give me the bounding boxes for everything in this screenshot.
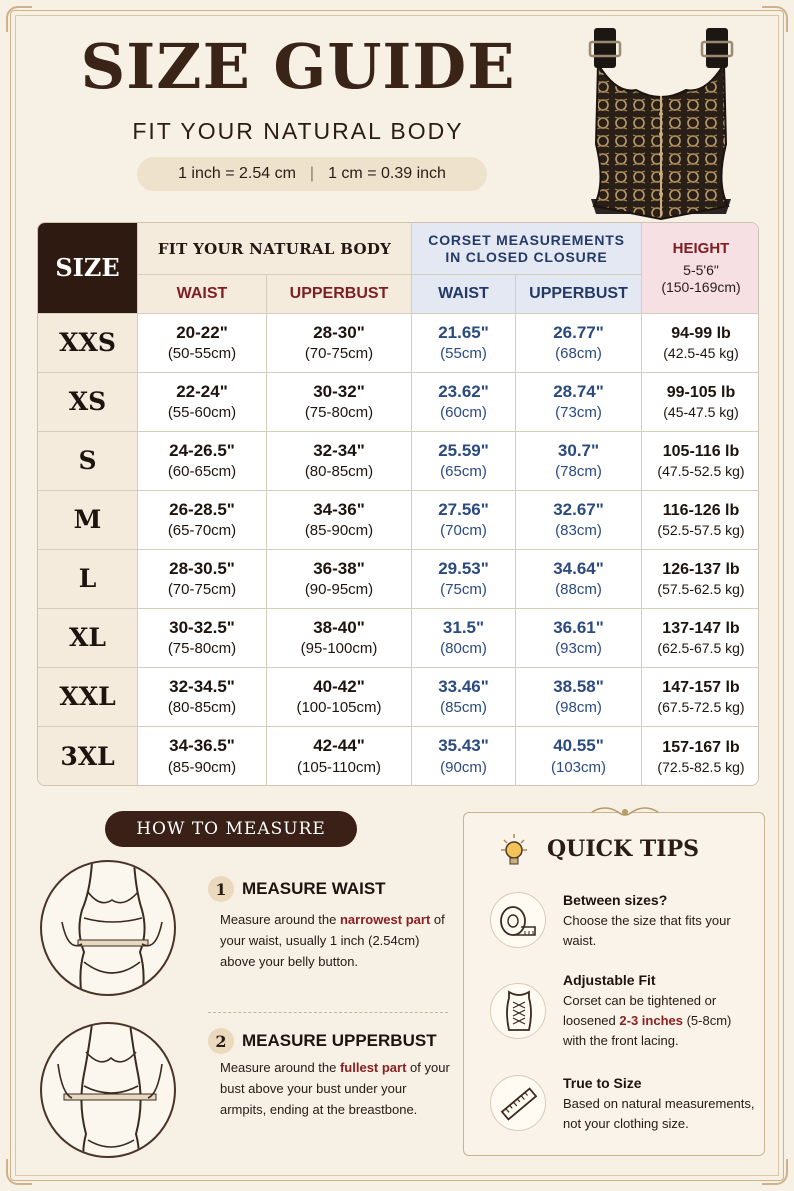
corset-waist-cell-metric: (75cm)	[440, 581, 487, 599]
fit-upperbust-cell-metric: (85-90cm)	[304, 522, 374, 540]
corset-upperbust-cell-value: 38.58"	[553, 676, 604, 696]
weight-cell-value: 94-99 lb	[671, 325, 731, 342]
fit-upperbust-cell-value: 32-34"	[313, 440, 365, 460]
upperbust-figure-icon	[42, 1024, 176, 1158]
fit-upperbust-cell-value: 30-32"	[313, 381, 365, 401]
corset-upperbust-cell-metric: (103cm)	[550, 758, 606, 776]
fit-upperbust-cell-metric: (95-100cm)	[300, 640, 378, 658]
step-1-text	[220, 910, 455, 972]
corset-upperbust-cell-value: 40.55"	[553, 736, 604, 756]
fit-upperbust-cell-metric: (100-105cm)	[296, 699, 382, 717]
page-title: SIZE GUIDE	[80, 30, 516, 103]
weight-cell-value: 105-116 lb	[662, 443, 740, 460]
fit-waist-cell-value: 22-24"	[176, 381, 228, 401]
lightbulb-icon	[497, 832, 531, 870]
fit-waist-cell-value: 30-32.5"	[169, 617, 235, 637]
tip-2-text	[563, 991, 758, 1051]
corset-icon	[491, 984, 547, 1040]
quick-tips-title: QUICK TIPS	[547, 836, 700, 862]
fit-upperbust-cell-value: 34-36"	[313, 499, 365, 519]
conversion-inch: 1 inch = 2.54 cm	[178, 165, 296, 182]
corset-waist-cell	[412, 609, 516, 668]
corset-measurements-header	[412, 223, 642, 275]
step-2-number: 2	[208, 1028, 234, 1054]
fit-waist-cell-metric: (50-55cm)	[167, 345, 237, 363]
size-column-header: SIZE	[38, 223, 138, 314]
weight-cell-metric: (47.5-52.5 kg)	[657, 463, 745, 480]
fit-waist-cell	[138, 373, 267, 432]
corset-waist-cell-value: 27.56"	[438, 499, 489, 519]
corset-upperbust-cell	[516, 491, 642, 550]
conversion-cm: 1 cm = 0.39 inch	[328, 165, 446, 182]
corset-waist-cell	[412, 491, 516, 550]
flourish-ornament-icon	[590, 802, 660, 822]
weight-cell-metric: (42.5-45 kg)	[663, 345, 739, 362]
corset-upperbust-cell-metric: (83cm)	[555, 522, 602, 540]
fit-waist-cell	[138, 550, 267, 609]
tip-1-title: Between sizes?	[563, 892, 668, 908]
size-label: 3XL	[38, 727, 138, 786]
corset-waist-cell-value: 35.43"	[438, 736, 489, 756]
corset-product-image	[576, 24, 746, 224]
size-label: XS	[38, 373, 138, 432]
weight-cell-value: 157-167 lb	[662, 738, 740, 756]
weight-cell-value: 137-147 lb	[662, 620, 740, 637]
weight-cell	[642, 314, 759, 373]
weight-cell	[642, 727, 759, 786]
corset-waist-header: WAIST	[412, 275, 516, 314]
size-label: S	[38, 432, 138, 491]
fit-upperbust-cell-metric: (70-75cm)	[304, 345, 374, 363]
corset-upperbust-cell-value: 30.7"	[557, 440, 600, 460]
corset-upperbust-cell-metric: (93cm)	[555, 640, 602, 658]
corset-waist-cell	[412, 373, 516, 432]
weight-cell-value: 116-126 lb	[662, 502, 740, 519]
fit-upperbust-cell	[267, 314, 412, 373]
step-2-text-a: Measure around the	[220, 1060, 340, 1075]
fit-waist-cell-metric: (85-90cm)	[167, 758, 237, 776]
tip-icon-wrap	[490, 1075, 546, 1131]
fit-waist-cell-value: 28-30.5"	[169, 558, 235, 578]
corset-upperbust-cell	[516, 727, 642, 786]
tip-3-text: Based on natural measurements, not your clothing size.	[563, 1096, 755, 1132]
fit-upperbust-cell-metric: (90-95cm)	[304, 581, 374, 599]
weight-cell	[642, 373, 759, 432]
tip-2-text-a: Corset can be tightened or loosened	[563, 993, 717, 1029]
corset-upperbust-cell-value: 26.77"	[553, 322, 604, 342]
corset-header-line2: IN CLOSED CLOSURE	[445, 248, 608, 265]
step-1-title: MEASURE WAIST	[242, 879, 386, 898]
corset-waist-cell-value: 25.59"	[438, 440, 489, 460]
corset-waist-cell-value: 31.5"	[442, 617, 485, 637]
tip-icon-wrap	[490, 983, 546, 1039]
fit-upperbust-cell	[267, 609, 412, 668]
height-label: HEIGHT	[672, 240, 730, 258]
weight-cell-metric: (62.5-67.5 kg)	[657, 640, 745, 657]
size-label: XXS	[38, 314, 138, 373]
fit-waist-cell	[138, 668, 267, 727]
how-to-measure-title: HOW TO MEASURE	[105, 811, 357, 847]
corset-upperbust-cell-metric: (88cm)	[555, 581, 602, 599]
page-subtitle: FIT YOUR NATURAL BODY	[132, 118, 464, 144]
weight-cell-metric: (45-47.5 kg)	[663, 404, 739, 421]
corset-waist-cell-metric: (80cm)	[440, 640, 487, 658]
fit-waist-cell-value: 32-34.5"	[169, 676, 235, 696]
fit-upperbust-cell	[267, 727, 412, 786]
fit-upperbust-header: UPPERBUST	[267, 275, 412, 314]
corset-header-line1: CORSET MEASUREMENTS	[428, 231, 625, 248]
fit-waist-cell-metric: (70-75cm)	[167, 581, 237, 599]
tip-2-text-c: (5-8cm) with the front lacing.	[563, 1013, 732, 1049]
corset-upperbust-cell-metric: (98cm)	[555, 699, 602, 717]
fit-waist-cell	[138, 727, 267, 786]
fit-waist-cell	[138, 491, 267, 550]
fit-waist-cell-value: 26-28.5"	[169, 499, 235, 519]
fit-waist-cell	[138, 609, 267, 668]
conversion-badge	[137, 157, 487, 191]
weight-cell-value: 99-105 lb	[666, 384, 736, 401]
corner-ornament	[762, 6, 788, 32]
corset-waist-cell-value: 23.62"	[438, 381, 489, 401]
tip-icon-wrap	[490, 892, 546, 948]
corset-upperbust-cell-metric: (68cm)	[555, 345, 602, 363]
corset-waist-cell	[412, 668, 516, 727]
weight-cell-value: 147-157 lb	[662, 679, 740, 696]
step-1-text-c: of your waist, usually 1 inch (2.54cm) above your belly button.	[220, 912, 445, 969]
corset-upperbust-cell-value: 34.64"	[553, 558, 604, 578]
step-2-title: MEASURE UPPERBUST	[242, 1031, 437, 1050]
tip-3-title: True to Size	[563, 1075, 642, 1091]
height-range: 5-5'6"	[683, 262, 719, 279]
corset-waist-cell-value: 21.65"	[438, 322, 489, 342]
fit-waist-header: WAIST	[138, 275, 267, 314]
fit-waist-cell-value: 24-26.5"	[169, 440, 235, 460]
size-label: XXL	[38, 668, 138, 727]
fit-natural-body-header: FIT YOUR NATURAL BODY	[138, 223, 412, 275]
ruler-icon	[491, 1076, 547, 1132]
tip-1-text: Choose the size that fits your waist.	[563, 913, 731, 949]
fit-upperbust-cell-value: 42-44"	[313, 736, 365, 756]
waist-measure-figure	[40, 860, 176, 996]
corset-waist-cell-metric: (60cm)	[440, 404, 487, 422]
tip-2-highlight: 2-3 inches	[619, 1013, 683, 1029]
corset-waist-cell	[412, 727, 516, 786]
corset-upperbust-header: UPPERBUST	[516, 275, 642, 314]
corset-upperbust-cell	[516, 550, 642, 609]
step-2-text-c: of your bust above your bust under your armpits, ending at the breastbone.	[220, 1060, 450, 1117]
weight-cell-metric: (72.5-82.5 kg)	[657, 758, 745, 775]
fit-upperbust-cell-value: 36-38"	[313, 558, 365, 578]
fit-waist-cell-metric: (55-60cm)	[167, 404, 237, 422]
weight-cell	[642, 432, 759, 491]
corner-ornament	[6, 6, 32, 32]
corset-waist-cell-value: 33.46"	[438, 676, 489, 696]
corset-upperbust-cell-value: 32.67"	[553, 499, 604, 519]
waist-figure-icon	[42, 862, 176, 996]
fit-waist-cell-value: 34-36.5"	[169, 736, 235, 756]
fit-waist-cell-metric: (65-70cm)	[167, 522, 237, 540]
size-label: XL	[38, 609, 138, 668]
weight-cell	[642, 550, 759, 609]
weight-cell-metric: (67.5-72.5 kg)	[657, 699, 745, 716]
corset-upperbust-cell	[516, 668, 642, 727]
size-label: L	[38, 550, 138, 609]
corset-waist-cell-metric: (85cm)	[440, 699, 487, 717]
corset-upperbust-cell-value: 36.61"	[553, 617, 604, 637]
fit-waist-cell	[138, 432, 267, 491]
corset-upperbust-cell-value: 28.74"	[553, 381, 604, 401]
tip-2-title: Adjustable Fit	[563, 972, 656, 988]
weight-cell	[642, 668, 759, 727]
corset-upperbust-cell-metric: (78cm)	[555, 463, 602, 481]
fit-upperbust-cell-metric: (75-80cm)	[304, 404, 374, 422]
height-header	[642, 223, 759, 314]
corset-waist-cell-value: 29.53"	[438, 558, 489, 578]
size-label: M	[38, 491, 138, 550]
fit-upperbust-cell	[267, 432, 412, 491]
size-chart-table	[37, 222, 759, 786]
corset-waist-cell	[412, 432, 516, 491]
fit-waist-cell-metric: (75-80cm)	[167, 640, 237, 658]
corset-waist-cell-metric: (65cm)	[440, 463, 487, 481]
fit-upperbust-cell-value: 40-42"	[313, 676, 365, 696]
corset-waist-cell	[412, 314, 516, 373]
corset-waist-cell-metric: (70cm)	[440, 522, 487, 540]
corset-waist-cell	[412, 550, 516, 609]
weight-cell-metric: (57.5-62.5 kg)	[657, 581, 745, 598]
fit-upperbust-cell	[267, 550, 412, 609]
fit-upperbust-cell-metric: (80-85cm)	[304, 463, 374, 481]
step-1-highlight: narrowest part	[339, 912, 431, 927]
fit-waist-cell-value: 20-22"	[176, 322, 228, 342]
fit-upperbust-cell	[267, 668, 412, 727]
measuring-tape-icon	[491, 893, 547, 949]
fit-upperbust-cell	[267, 491, 412, 550]
step-2-text	[220, 1058, 450, 1120]
step-1-text-a: Measure around the	[220, 912, 340, 927]
corner-ornament	[6, 1159, 32, 1185]
height-cm: (150-169cm)	[661, 279, 741, 295]
upperbust-measure-figure	[40, 1022, 176, 1158]
fit-upperbust-cell-metric: (105-110cm)	[297, 758, 381, 776]
fit-upperbust-cell-value: 38-40"	[313, 617, 365, 637]
corset-upperbust-cell-metric: (73cm)	[555, 404, 602, 422]
fit-upperbust-cell-value: 28-30"	[313, 322, 365, 342]
conversion-separator: |	[309, 165, 315, 182]
step-1-number: 1	[208, 876, 234, 902]
weight-cell-metric: (52.5-57.5 kg)	[657, 522, 745, 539]
weight-cell	[642, 609, 759, 668]
fit-waist-cell-metric: (60-65cm)	[167, 463, 237, 481]
corset-waist-cell-metric: (90cm)	[440, 758, 487, 776]
fit-waist-cell	[138, 314, 267, 373]
corset-upperbust-cell	[516, 373, 642, 432]
fit-waist-cell-metric: (80-85cm)	[167, 699, 237, 717]
weight-cell	[642, 491, 759, 550]
corset-upperbust-cell	[516, 314, 642, 373]
section-divider	[208, 1012, 448, 1013]
corset-upperbust-cell	[516, 609, 642, 668]
step-2-highlight: fullest part	[339, 1060, 407, 1075]
weight-cell-value: 126-137 lb	[662, 561, 740, 578]
corner-ornament	[762, 1159, 788, 1185]
corset-waist-cell-metric: (55cm)	[440, 345, 487, 363]
fit-upperbust-cell	[267, 373, 412, 432]
corset-upperbust-cell	[516, 432, 642, 491]
